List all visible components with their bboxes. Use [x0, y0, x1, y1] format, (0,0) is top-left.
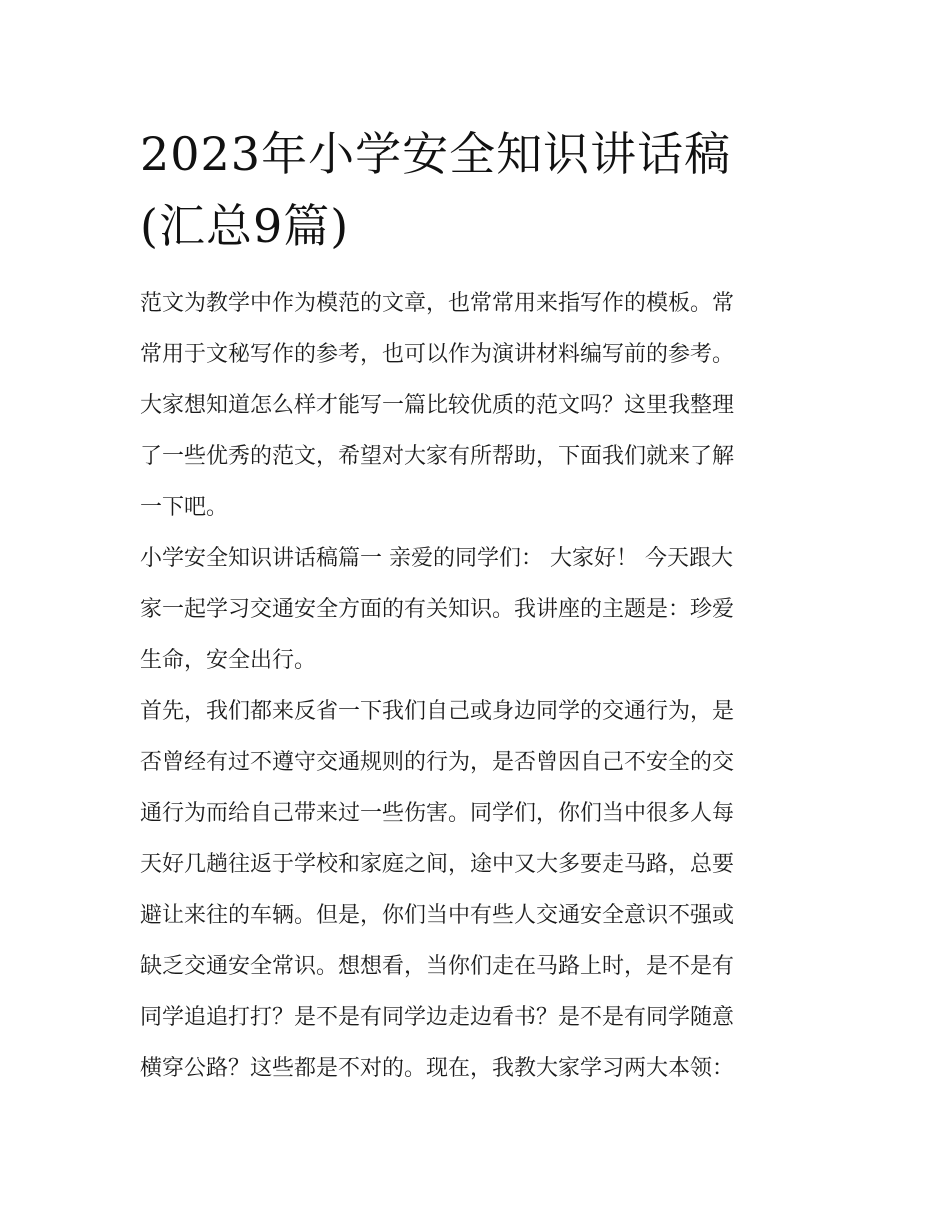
- text-line: 大家想知道怎么样才能写一篇比较优质的范文吗？这里我整理: [140, 393, 735, 418]
- title-line-1: 2023年小学安全知识讲话稿: [140, 127, 732, 181]
- document-title: [140, 118, 820, 262]
- text-line: 同学追追打打？是不是有同学边走边看书？是不是有同学随意: [140, 1005, 735, 1030]
- text-line: 范文为教学中作为模范的文章，也常常用来指写作的模板。常: [140, 291, 735, 316]
- text-line: 一下吧。: [140, 495, 229, 520]
- text-line: 缺乏交通安全常识。想想看，当你们走在马路上时，是不是有: [140, 954, 735, 979]
- text-line: 避让来往的车辆。但是，你们当中有些人交通安全意识不强或: [140, 903, 735, 928]
- text-line: 天好几趟往返于学校和家庭之间，途中又大多要走马路，总要: [140, 852, 735, 877]
- text-line: 否曾经有过不遵守交通规则的行为，是否曾因自己不安全的交: [140, 750, 735, 775]
- title-line-2: (汇总9篇): [140, 199, 350, 253]
- paragraph-speech-body: [140, 686, 820, 1094]
- text-line: 家一起学习交通安全方面的有关知识。我讲座的主题是：珍爱: [140, 597, 735, 622]
- document-body: [140, 278, 820, 1094]
- text-line: 首先，我们都来反省一下我们自己或身边同学的交通行为，是: [140, 699, 735, 724]
- paragraph-speech-opening: [140, 533, 820, 686]
- text-line: 小学安全知识讲话稿篇一 亲爱的同学们： 大家好！ 今天跟大: [140, 546, 733, 571]
- text-line: 通行为而给自己带来过一些伤害。同学们，你们当中很多人每: [140, 801, 735, 826]
- text-line: 了一些优秀的范文，希望对大家有所帮助，下面我们就来了解: [140, 444, 735, 469]
- text-line: 生命，安全出行。: [140, 648, 317, 673]
- text-line: 横穿公路？这些都是不对的。现在，我教大家学习两大本领：: [140, 1056, 735, 1081]
- paragraph-intro: [140, 278, 820, 533]
- text-line: 常用于文秘写作的参考，也可以作为演讲材料编写前的参考。: [140, 342, 735, 367]
